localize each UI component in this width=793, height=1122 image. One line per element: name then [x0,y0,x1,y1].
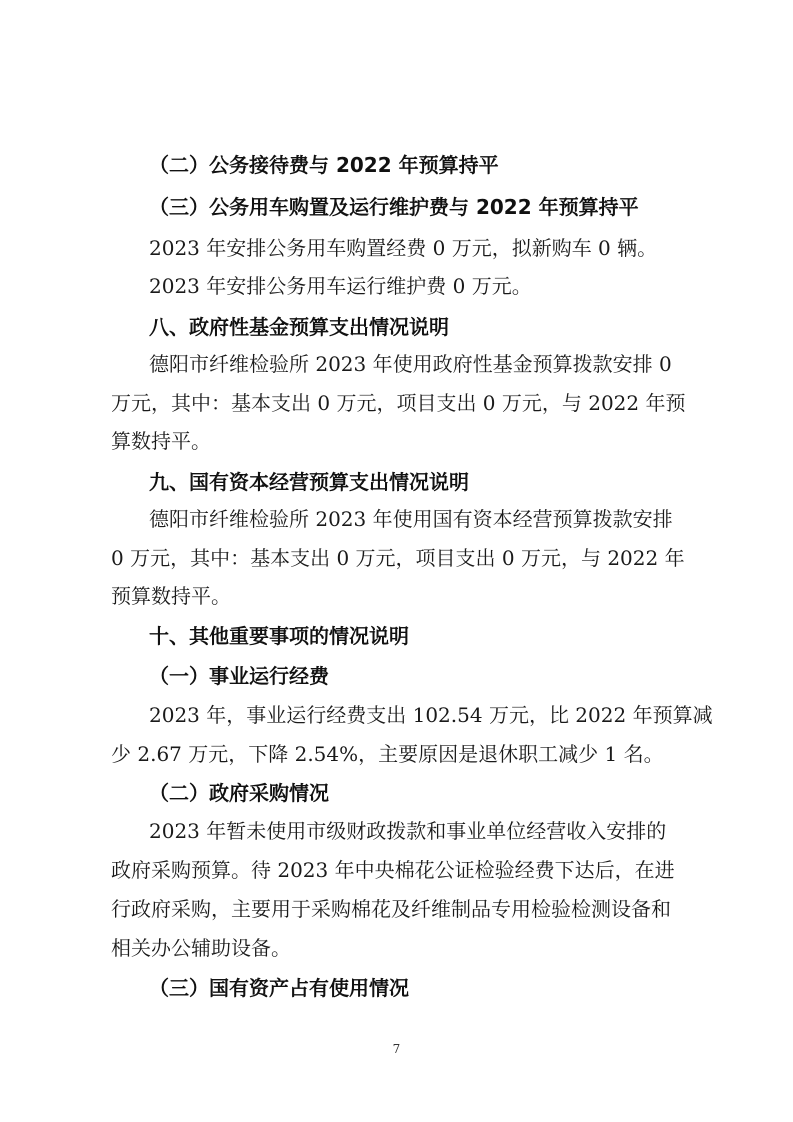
paragraph-line: 2023 年安排公务用车购置经费 0 万元，拟新购车 0 辆。 [149,236,658,260]
paragraph-line: 2023 年暂未使用市级财政拨款和事业单位经营收入安排的 [149,819,667,843]
paragraph-line: 预算数持平。 [111,584,231,608]
subheading-operating-costs: （一）事业运行经费 [149,664,329,688]
subheading-reception-fee: （二）公务接待费与 2022 年预算持平 [149,153,499,177]
paragraph-line: 算数持平。 [111,429,211,453]
paragraph-line: 德阳市纤维检验所 2023 年使用国有资本经营预算拨款安排 [149,507,673,531]
paragraph-line: 2023 年安排公务用车运行维护费 0 万元。 [149,274,532,298]
paragraph-line: 0 万元，其中：基本支出 0 万元，项目支出 0 万元，与 2022 年 [111,546,685,570]
paragraph-line: 万元，其中：基本支出 0 万元，项目支出 0 万元，与 2022 年预 [111,391,686,415]
subheading-procurement: （二）政府采购情况 [149,781,329,805]
subheading-state-assets: （三）国有资产占有使用情况 [149,976,409,1000]
section-heading-10: 十、其他重要事项的情况说明 [149,624,409,648]
subheading-vehicle-fee: （三）公务用车购置及运行维护费与 2022 年预算持平 [149,195,639,219]
paragraph-line: 2023 年，事业运行经费支出 102.54 万元，比 2022 年预算减 [149,703,713,727]
section-heading-9: 九、国有资本经营预算支出情况说明 [149,470,469,494]
paragraph-line: 行政府采购，主要用于采购棉花及纤维制品专用检验检测设备和 [111,897,671,921]
page-number: 7 [392,1042,401,1056]
paragraph-line: 政府采购预算。待 2023 年中央棉花公证检验经费下达后，在进 [111,858,675,882]
paragraph-line: 少 2.67 万元，下降 2.54%，主要原因是退休职工减少 1 名。 [111,742,664,766]
section-heading-8: 八、政府性基金预算支出情况说明 [149,315,449,339]
paragraph-line: 相关办公辅助设备。 [111,936,291,960]
paragraph-line: 德阳市纤维检验所 2023 年使用政府性基金预算拨款安排 0 [149,352,672,376]
